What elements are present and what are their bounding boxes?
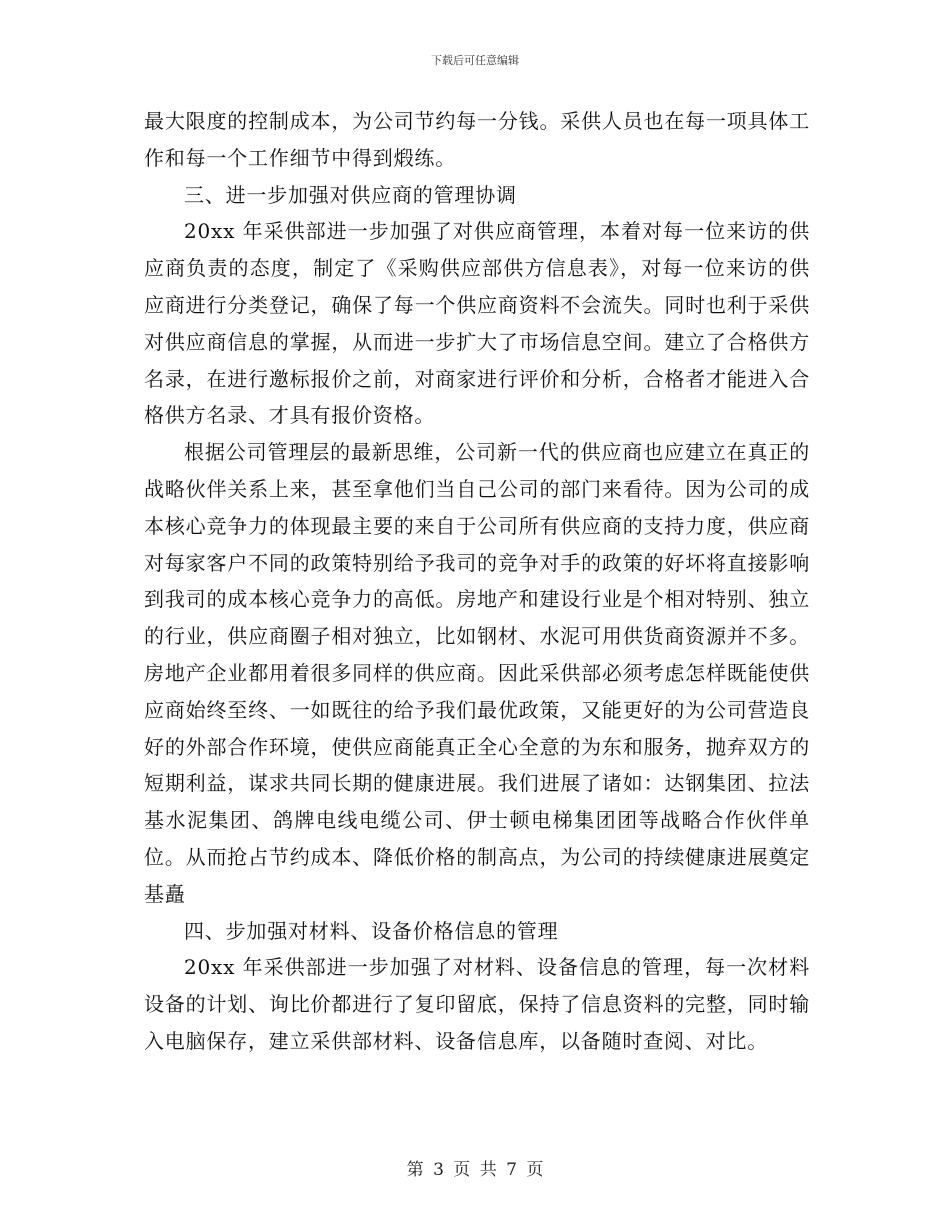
document-body [144,103,810,1060]
section-heading: 三、进一步加强对供应商的管理协调 [184,182,517,207]
paragraph: 根据公司管理层的最新思维，公司新一代的供应商也应建立在真正的战略伙伴关系上来，甚至拿他们当自己公司的部门来看待。因为公司的成本核心竞争力的体现最主要的来自于公司所有供应商的支持力度，供应商对每家客户不同的政策特别给予我司的竞争对手的政策的好坏将直接影响到我司的成本核心竞争力的高低。房地产和建设行业是个相对特别、独立的行业，供应商圈子相对独立，比如钢材、水泥可用供货商资源并不多。房地产企业都用着很多同样的供应商。因此采供部必须考虑怎样既能使供应商始终至终、一如既往的给予我们最优政策，又能更好的为公司营造良好的外部合作环境，使供应商能真正全心全意的为东和服务，抛弃双方的短期利益，谋求共同长期的健康进展。我们进展了诸如：达钢集团、拉法基水泥集团、鸽牌电线电缆公司、伊士顿电梯集团团等战略合作伙伴单位。从而抢占节约成本、降低价格的制高点，为公司的持续健康进展奠定基矗 [144,440,810,906]
page-number: 第 3 页 共 7 页 [406,1160,544,1180]
section-heading: 四、步加强对材料、设备价格信息的管理 [184,918,559,943]
page-header: 下载后可任意编辑 [431,54,519,67]
paragraph: 20xx 年采供部进一步加强了对材料、设备信息的管理，每一次材料设备的计划、询比价都进行了复印留底，保持了信息资料的完整，同时输入电脑保存，建立采供部材料、设备信息库，以备随时查阅、对比。 [144,955,810,1053]
paragraph: 最大限度的控制成本，为公司节约每一分钱。采供人员也在每一项具体工作和每一个工作细节中得到煅练。 [144,109,810,170]
paragraph: 20xx 年采供部进一步加强了对供应商管理，本着对每一位来访的供应商负责的态度，制定了《采购供应部供方信息表》，对每一位来访的供应商进行分类登记，确保了每一个供应商资料不会流失。同时也利于采供对供应商信息的掌握，从而进一步扩大了市场信息空间。建立了合格供方名录，在进行邀标报价之前，对商家进行评价和分析，合格者才能进入合格供方名录、才具有报价资格。 [144,219,810,428]
